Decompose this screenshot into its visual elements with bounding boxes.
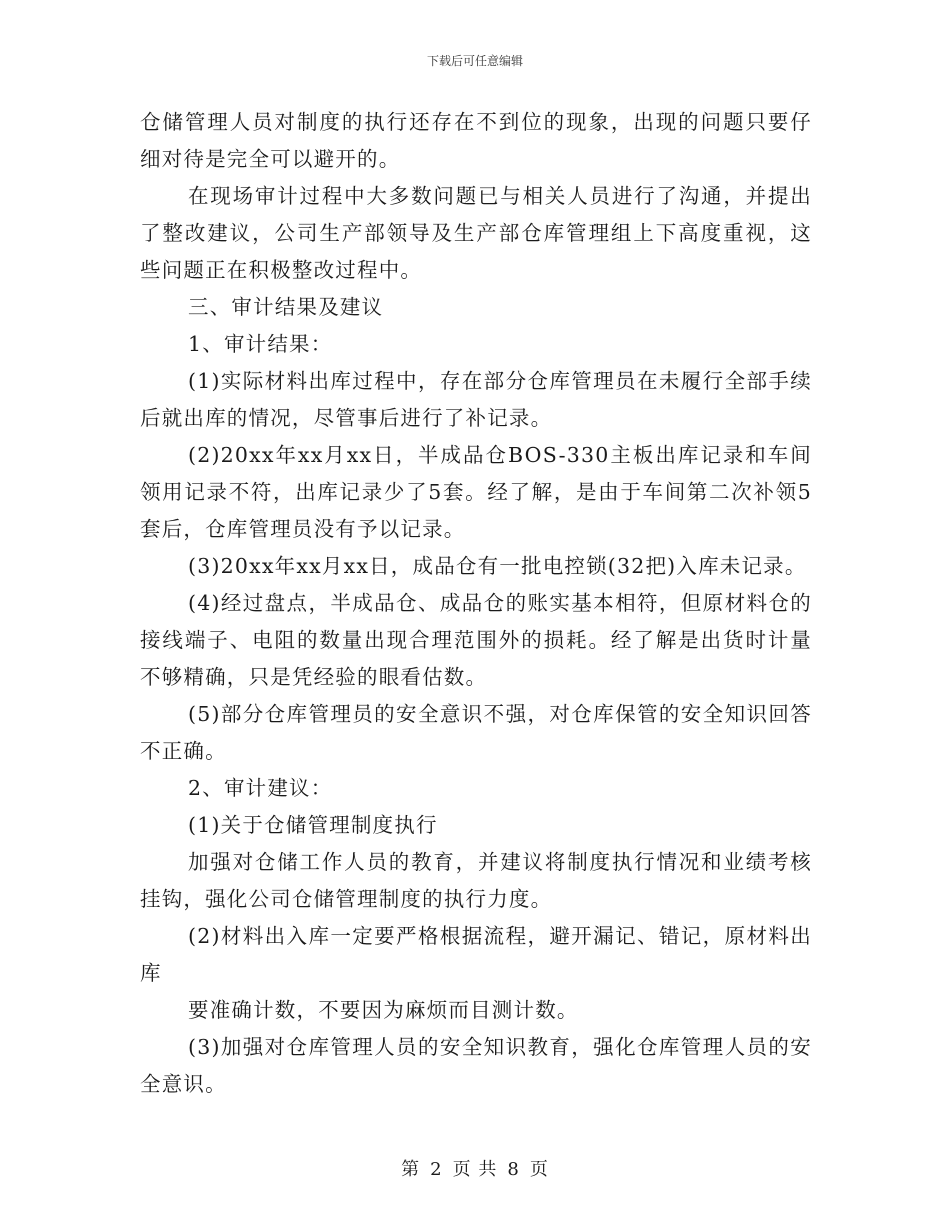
suggestion-2: (2)材料出入库一定要严格根据流程，避开漏记、错记，原材料出库 bbox=[140, 924, 812, 985]
suggestion-2-continued: 要准确计数，不要因为麻烦而目测计数。 bbox=[188, 998, 579, 1022]
total-pages-number: 8 bbox=[507, 1159, 520, 1180]
suggestion-1-body: 加强对仓储工作人员的教育，并建议将制度执行情况和业绩考核挂钩，强化公司仓储管理制度的执行力度。 bbox=[140, 850, 812, 911]
finding-2: (2)20xx年xx月xx日，半成品仓BOS-330主板出库记录和车间领用记录不符，出库记录少了5套。经了解，是由于车间第二次补领5套后，仓库管理员没有予以记录。 bbox=[140, 443, 812, 541]
footer-middle: 页 共 bbox=[452, 1159, 498, 1180]
finding-4: (4)经过盘点，半成品仓、成品仓的账实基本相符，但原材料仓的接线端子、电阻的数量出现合理范围外的损耗。经了解是出货时计量不够精确，只是凭经验的眼看估数。 bbox=[140, 591, 812, 689]
paragraph-1: 仓储管理人员对制度的执行还存在不到位的现象，出现的问题只要仔细对待是完全可以避开的。 bbox=[140, 110, 812, 171]
section-heading-audit-results: 三、审计结果及建议 bbox=[188, 295, 384, 319]
paragraph-2: 在现场审计过程中大多数问题已与相关人员进行了沟通，并提出了整改建议，公司生产部领导及生产部仓库管理组上下高度重视，这些问题正在积极整改过程中。 bbox=[140, 184, 812, 282]
subheading-audit-results: 1、审计结果： bbox=[188, 332, 333, 356]
finding-1: (1)实际材料出库过程中，存在部分仓库管理员在未履行全部手续后就出库的情况，尽管事后进行了补记录。 bbox=[140, 369, 812, 430]
page-header: 下载后可任意编辑 bbox=[426, 54, 523, 68]
footer-prefix: 第 bbox=[401, 1159, 421, 1180]
footer-suffix: 页 bbox=[529, 1159, 549, 1180]
finding-3: (3)20xx年xx月xx日，成品仓有一批电控锁(32把)入库未记录。 bbox=[188, 554, 807, 578]
current-page-number: 2 bbox=[430, 1159, 443, 1180]
subheading-audit-suggestions: 2、审计建议： bbox=[188, 776, 333, 800]
suggestion-3: (3)加强对仓库管理人员的安全知识教育，强化仓库管理人员的安全意识。 bbox=[140, 1035, 812, 1096]
finding-5: (5)部分仓库管理员的安全意识不强，对仓库保管的安全知识回答不正确。 bbox=[140, 702, 812, 763]
page-footer bbox=[0, 1155, 950, 1181]
suggestion-1-title: (1)关于仓储管理制度执行 bbox=[188, 813, 438, 837]
document-body bbox=[140, 104, 812, 1103]
